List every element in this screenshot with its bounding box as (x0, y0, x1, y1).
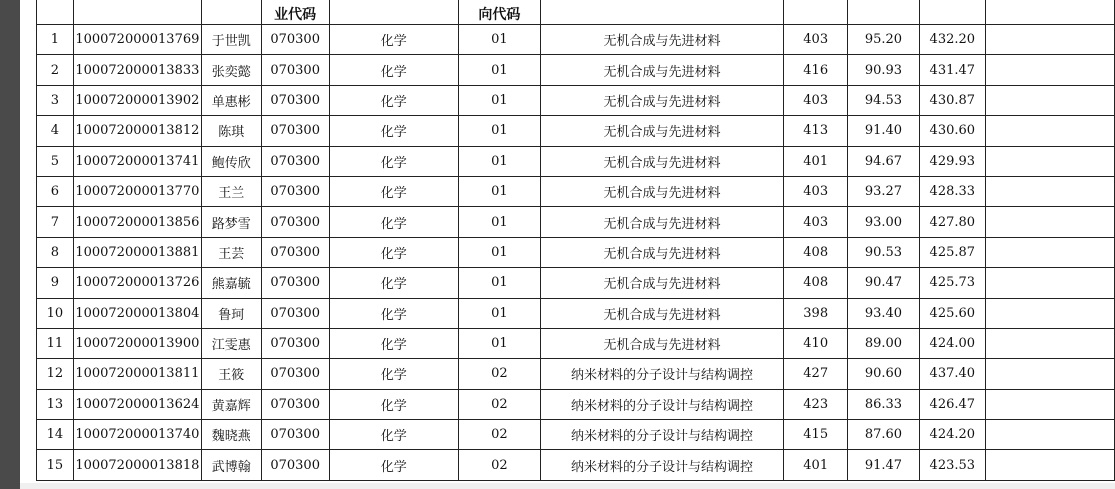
cell-major-code: 070300 (261, 237, 329, 267)
cell-name: 路梦雪 (201, 207, 261, 237)
cell-total-score: 425.73 (919, 268, 985, 298)
cell-major-code: 070300 (261, 55, 329, 85)
cell-major: 化学 (329, 268, 458, 298)
cell-major: 化学 (329, 207, 458, 237)
header-cell-remark (985, 0, 1114, 25)
cell-retest-score: 93.40 (848, 298, 920, 328)
header-cell-major (329, 0, 458, 25)
cell-retest-score: 90.93 (848, 55, 920, 85)
cell-name: 单惠彬 (201, 85, 261, 115)
cell-name: 武博翰 (201, 450, 261, 480)
cell-major: 化学 (329, 328, 458, 358)
table-row (37, 268, 1115, 298)
cell-research-direction: 无机合成与先进材料 (540, 328, 784, 358)
cell-major-code: 070300 (261, 176, 329, 206)
cell-research-direction: 无机合成与先进材料 (540, 176, 784, 206)
cell-name: 鲍传欣 (201, 146, 261, 176)
cell-candidate-id: 100072000013770 (73, 176, 201, 206)
cell-initial-score: 403 (784, 25, 848, 55)
cell-candidate-id: 100072000013740 (73, 420, 201, 450)
cell-candidate-id: 100072000013812 (73, 116, 201, 146)
cell-total-score: 425.87 (919, 237, 985, 267)
cell-major: 化学 (329, 298, 458, 328)
cell-name: 黄嘉辉 (201, 389, 261, 419)
cell-remark (985, 207, 1114, 237)
cell-initial-score: 401 (784, 146, 848, 176)
cell-retest-score: 91.47 (848, 450, 920, 480)
cell-no: 4 (37, 116, 74, 146)
cell-candidate-id: 100072000013811 (73, 359, 201, 389)
cell-no: 10 (37, 298, 74, 328)
cell-initial-score: 401 (784, 450, 848, 480)
cell-retest-score: 86.33 (848, 389, 920, 419)
cell-major-code: 070300 (261, 146, 329, 176)
cell-remark (985, 146, 1114, 176)
cell-direction-code: 01 (458, 146, 540, 176)
cell-initial-score: 416 (784, 55, 848, 85)
cell-direction-code: 01 (458, 85, 540, 115)
table-row (37, 450, 1115, 480)
cell-direction-code: 01 (458, 237, 540, 267)
cell-initial-score: 423 (784, 389, 848, 419)
cell-direction-code: 01 (458, 55, 540, 85)
cell-initial-score: 403 (784, 85, 848, 115)
header-cell-name (201, 0, 261, 25)
cell-major-code: 070300 (261, 268, 329, 298)
cell-no: 14 (37, 420, 74, 450)
cell-direction-code: 02 (458, 450, 540, 480)
cell-initial-score: 403 (784, 207, 848, 237)
cell-candidate-id: 100072000013902 (73, 85, 201, 115)
cell-major: 化学 (329, 450, 458, 480)
header-cell-id (73, 0, 201, 25)
cell-total-score: 428.33 (919, 176, 985, 206)
cell-research-direction: 无机合成与先进材料 (540, 207, 784, 237)
cell-major-code: 070300 (261, 207, 329, 237)
cell-major: 化学 (329, 359, 458, 389)
cell-no: 3 (37, 85, 74, 115)
cell-candidate-id: 100072000013856 (73, 207, 201, 237)
header-cell-score1 (784, 0, 848, 25)
table-row (37, 207, 1115, 237)
cell-remark (985, 450, 1114, 480)
cell-no: 5 (37, 146, 74, 176)
cell-total-score: 423.53 (919, 450, 985, 480)
cell-direction-code: 02 (458, 389, 540, 419)
cell-remark (985, 298, 1114, 328)
cell-major-code: 070300 (261, 359, 329, 389)
cell-candidate-id: 100072000013741 (73, 146, 201, 176)
cell-direction-code: 01 (458, 25, 540, 55)
cell-direction-code: 01 (458, 176, 540, 206)
cell-research-direction: 无机合成与先进材料 (540, 268, 784, 298)
cell-remark (985, 25, 1114, 55)
cell-candidate-id: 100072000013804 (73, 298, 201, 328)
cell-research-direction: 纳米材料的分子设计与结构调控 (540, 359, 784, 389)
cell-name: 于世凯 (201, 25, 261, 55)
cell-candidate-id: 100072000013833 (73, 55, 201, 85)
cell-major: 化学 (329, 176, 458, 206)
cell-name: 鲁珂 (201, 298, 261, 328)
cell-no: 9 (37, 268, 74, 298)
cell-research-direction: 无机合成与先进材料 (540, 85, 784, 115)
table-header-row (37, 0, 1115, 25)
cell-research-direction: 无机合成与先进材料 (540, 116, 784, 146)
cell-research-direction: 纳米材料的分子设计与结构调控 (540, 420, 784, 450)
cell-no: 11 (37, 328, 74, 358)
cell-major-code: 070300 (261, 328, 329, 358)
cell-direction-code: 02 (458, 359, 540, 389)
cell-name: 王兰 (201, 176, 261, 206)
cell-major-code: 070300 (261, 298, 329, 328)
cell-no: 1 (37, 25, 74, 55)
cell-total-score: 424.20 (919, 420, 985, 450)
cell-retest-score: 90.60 (848, 359, 920, 389)
cell-initial-score: 427 (784, 359, 848, 389)
cell-research-direction: 无机合成与先进材料 (540, 55, 784, 85)
table-row (37, 328, 1115, 358)
cell-total-score: 427.80 (919, 207, 985, 237)
cell-no: 7 (37, 207, 74, 237)
cell-no: 12 (37, 359, 74, 389)
table-row (37, 116, 1115, 146)
cell-name: 张奕懿 (201, 55, 261, 85)
cell-initial-score: 408 (784, 237, 848, 267)
header-cell-direction (540, 0, 784, 25)
cell-candidate-id: 100072000013726 (73, 268, 201, 298)
cell-remark (985, 85, 1114, 115)
cell-major-code: 070300 (261, 450, 329, 480)
cell-retest-score: 89.00 (848, 328, 920, 358)
cell-research-direction: 纳米材料的分子设计与结构调控 (540, 450, 784, 480)
cell-remark (985, 237, 1114, 267)
cell-major-code: 070300 (261, 85, 329, 115)
document-page (20, 0, 1115, 483)
cell-direction-code: 01 (458, 298, 540, 328)
cell-name: 王芸 (201, 237, 261, 267)
cell-retest-score: 94.53 (848, 85, 920, 115)
table-row (37, 298, 1115, 328)
cell-direction-code: 01 (458, 328, 540, 358)
cell-retest-score: 87.60 (848, 420, 920, 450)
header-cell-direction-code: 向代码 (458, 0, 540, 25)
table-row (37, 237, 1115, 267)
cell-no: 8 (37, 237, 74, 267)
cell-total-score: 429.93 (919, 146, 985, 176)
cell-major-code: 070300 (261, 420, 329, 450)
cell-total-score: 426.47 (919, 389, 985, 419)
cell-total-score: 424.00 (919, 328, 985, 358)
cell-remark (985, 176, 1114, 206)
cell-major: 化学 (329, 146, 458, 176)
cell-retest-score: 93.00 (848, 207, 920, 237)
cell-direction-code: 02 (458, 420, 540, 450)
table-row (37, 85, 1115, 115)
admission-score-table (36, 0, 1115, 481)
cell-research-direction: 纳米材料的分子设计与结构调控 (540, 389, 784, 419)
cell-research-direction: 无机合成与先进材料 (540, 146, 784, 176)
table-row (37, 25, 1115, 55)
cell-major: 化学 (329, 55, 458, 85)
cell-remark (985, 389, 1114, 419)
cell-retest-score: 93.27 (848, 176, 920, 206)
cell-remark (985, 359, 1114, 389)
cell-total-score: 431.47 (919, 55, 985, 85)
cell-initial-score: 413 (784, 116, 848, 146)
cell-candidate-id: 100072000013624 (73, 389, 201, 419)
cell-candidate-id: 100072000013818 (73, 450, 201, 480)
cell-remark (985, 420, 1114, 450)
table-row (37, 359, 1115, 389)
cell-retest-score: 91.40 (848, 116, 920, 146)
cell-name: 魏晓燕 (201, 420, 261, 450)
cell-remark (985, 268, 1114, 298)
cell-major-code: 070300 (261, 116, 329, 146)
header-cell-score2 (848, 0, 920, 25)
cell-direction-code: 01 (458, 207, 540, 237)
cell-total-score: 430.60 (919, 116, 985, 146)
cell-candidate-id: 100072000013881 (73, 237, 201, 267)
header-cell-total (919, 0, 985, 25)
cell-direction-code: 01 (458, 116, 540, 146)
cell-research-direction: 无机合成与先进材料 (540, 237, 784, 267)
cell-name: 陈琪 (201, 116, 261, 146)
cell-initial-score: 408 (784, 268, 848, 298)
cell-total-score: 425.60 (919, 298, 985, 328)
cell-retest-score: 90.53 (848, 237, 920, 267)
cell-major-code: 070300 (261, 389, 329, 419)
cell-candidate-id: 100072000013900 (73, 328, 201, 358)
cell-initial-score: 403 (784, 176, 848, 206)
cell-research-direction: 无机合成与先进材料 (540, 25, 784, 55)
cell-major: 化学 (329, 420, 458, 450)
cell-research-direction: 无机合成与先进材料 (540, 298, 784, 328)
cell-total-score: 437.40 (919, 359, 985, 389)
cell-no: 2 (37, 55, 74, 85)
cell-major: 化学 (329, 237, 458, 267)
header-cell-no (37, 0, 74, 25)
cell-total-score: 430.87 (919, 85, 985, 115)
cell-retest-score: 90.47 (848, 268, 920, 298)
cell-direction-code: 01 (458, 268, 540, 298)
cell-name: 江雯惠 (201, 328, 261, 358)
cell-initial-score: 398 (784, 298, 848, 328)
cell-major-code: 070300 (261, 25, 329, 55)
table-row (37, 146, 1115, 176)
cell-total-score: 432.20 (919, 25, 985, 55)
cell-name: 熊嘉毓 (201, 268, 261, 298)
cell-retest-score: 94.67 (848, 146, 920, 176)
viewer-bottom-edge (20, 483, 1115, 489)
cell-remark (985, 55, 1114, 85)
cell-no: 15 (37, 450, 74, 480)
table-row (37, 389, 1115, 419)
viewer-sidebar-edge (0, 0, 20, 489)
header-cell-major-code: 业代码 (261, 0, 329, 25)
cell-remark (985, 328, 1114, 358)
cell-remark (985, 116, 1114, 146)
cell-retest-score: 95.20 (848, 25, 920, 55)
table-row (37, 420, 1115, 450)
cell-no: 13 (37, 389, 74, 419)
cell-initial-score: 415 (784, 420, 848, 450)
table-row (37, 55, 1115, 85)
cell-initial-score: 410 (784, 328, 848, 358)
cell-no: 6 (37, 176, 74, 206)
cell-major: 化学 (329, 85, 458, 115)
cell-candidate-id: 100072000013769 (73, 25, 201, 55)
table-row (37, 176, 1115, 206)
cell-major: 化学 (329, 116, 458, 146)
cell-major: 化学 (329, 25, 458, 55)
cell-major: 化学 (329, 389, 458, 419)
cell-name: 王筱 (201, 359, 261, 389)
